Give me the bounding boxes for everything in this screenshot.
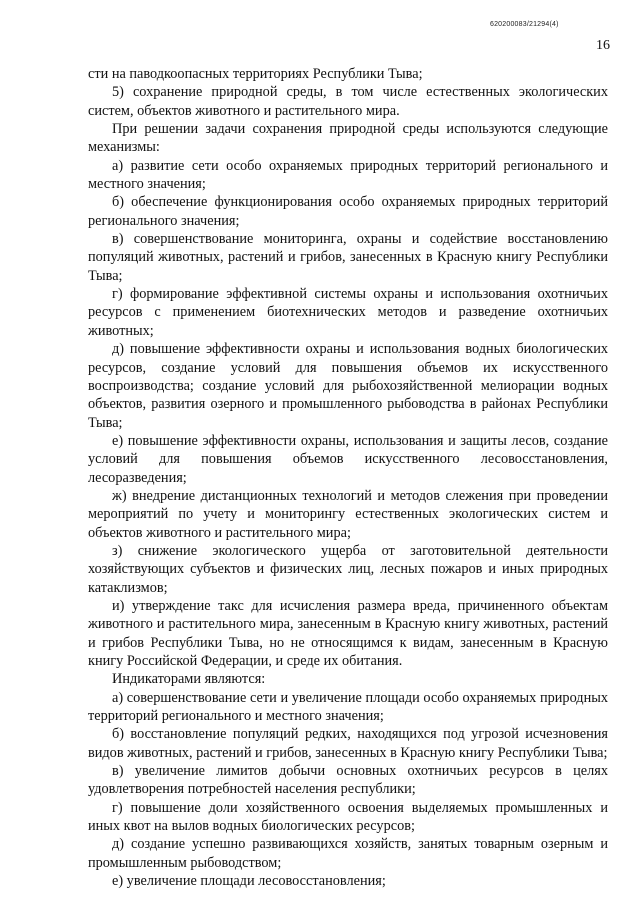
paragraph-continuation: сти на паводкоопасных территориях Республики Тыва; (88, 66, 423, 82)
indicator-e: е) увеличение площади лесовосстановления; (112, 873, 386, 890)
indicator-a: а) совершенствование сети и увеличение площади особо охраняемых природных территорий регионального и местного значения; (88, 689, 608, 725)
mechanism-zh: ж) внедрение дистанционных технологий и методов слежения при проведении мероприятий по учету и мониторингу естественных экологических систем и объектов животного и растительного мира; (88, 487, 608, 541)
paragraph-indicators-intro: Индикаторами являются: (112, 671, 266, 688)
indicator-g: г) повышение доли хозяйственного освоения выделяемых промышленных и иных квот на вылов водных биологических ресурсов; (88, 799, 608, 835)
mechanism-g: г) формирование эффективной системы охраны и использования охотничьих ресурсов с применением биотехнических методов и разведение охотничьих животных; (88, 286, 608, 339)
indicator-d: д) создание успешно развивающихся хозяйств, занятых товарным озерным и промышленным рыбоводством; (88, 836, 608, 871)
indicator-b: б) восстановление популяций редких, находящихся под угрозой исчезновения видов животных, растений и грибов, занесенных в Красную книгу Республики Тыва; (88, 726, 608, 761)
page-number: 16 (596, 38, 610, 53)
paragraph-mechanisms-intro: При решении задачи сохранения природной среды используются следующие механизмы: (88, 121, 608, 156)
mechanism-i: и) утверждение такс для исчисления размера вреда, причиненного объектам животного и растительного мира, занесенным в Красную книгу животных, растений и грибов Республики Тыва, но не относящимся к видам, занесенным в Красную книгу Российской Федерации, и среде их обитания. (88, 597, 608, 669)
document-body (88, 65, 608, 890)
mechanism-d: д) повышение эффективности охраны и использования водных биологических ресурсов, создание условий для повышения объемов их искусственного воспроизводства; создание условий для рыбохозяйственной мелиорации водных объектов, развития озерного и промышленного рыбоводства в районах Республики Тыва; (88, 341, 608, 431)
mechanism-e: е) повышение эффективности охраны, использования и защиты лесов, создание условий для повышения объемов искусственного лесовосстановления, лесоразведения; (88, 432, 608, 486)
mechanism-b: б) обеспечение функционирования особо охраняемых природных территорий регионального значения; (88, 194, 608, 229)
document-id: 620200083/21294(4) (490, 21, 559, 28)
paragraph-item-5: 5) сохранение природной среды, в том числе естественных экологических систем, объектов животного и растительного мира. (88, 84, 608, 119)
mechanism-a: а) развитие сети особо охраняемых природных территорий регионального и местного значения; (88, 157, 608, 193)
mechanism-v: в) совершенствование мониторинга, охраны и содействие восстановлению популяций животных, растений и грибов, занесенных в Красную книгу Республики Тыва; (88, 231, 608, 284)
indicator-v: в) увеличение лимитов добычи основных охотничьих ресурсов в целях удовлетворения потребностей населения республики; (88, 763, 608, 798)
mechanism-z: з) снижение экологического ущерба от заготовительной деятельности хозяйствующих субъектов и физических лиц, лесных пожаров и иных природных катаклизмов; (88, 542, 608, 596)
